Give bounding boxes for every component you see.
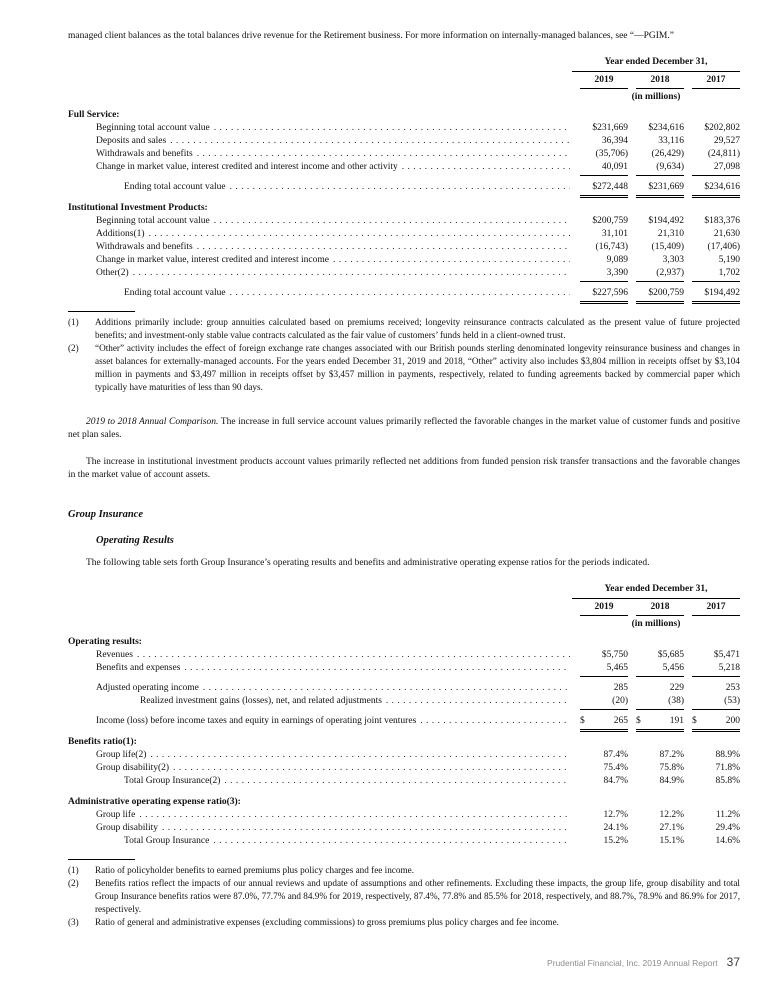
- comparison-paragraph: [68, 416, 740, 442]
- value-2019: 5,465: [580, 662, 628, 677]
- table-row: [68, 835, 740, 848]
- value-2019: $200,759: [592, 216, 628, 226]
- footnote: [68, 877, 740, 916]
- value-2018: 15.1%: [659, 836, 684, 846]
- value-2018: (2,937): [636, 267, 684, 282]
- table-row: [68, 662, 740, 675]
- table-row: [68, 181, 740, 194]
- row-label: Change in market value, interest credited and interest income: [96, 255, 329, 265]
- table-row: [68, 762, 740, 775]
- account-values-table: [68, 56, 740, 394]
- value-2019: [580, 715, 628, 732]
- table2-intro-paragraph: The following table sets forth Group Insurance’s operating results and benefits and administrative operating expense ratios for the periods indicated.: [86, 558, 650, 568]
- table-section: [68, 202, 740, 300]
- row-label: Withdrawals and benefits: [96, 149, 193, 159]
- dot-leader: [184, 662, 570, 675]
- value-2017: 14.6%: [715, 836, 740, 846]
- value-2018: $231,669: [636, 181, 684, 198]
- value-2017: $5,471: [713, 650, 740, 660]
- dot-leader: [214, 122, 570, 135]
- row-label: Group disability(2): [96, 763, 170, 773]
- dot-leader: [420, 715, 570, 728]
- table-header: [572, 583, 740, 631]
- year-column-2019: 2019: [580, 601, 628, 616]
- row-label: Total Group Insurance(2): [124, 776, 221, 786]
- value-2019: (20): [580, 695, 628, 710]
- value-2017: $234,616: [692, 181, 740, 198]
- table-section: [68, 636, 740, 728]
- table-row: [68, 809, 740, 822]
- value-2017: 1,702: [692, 267, 740, 282]
- row-label: Beginning total account value: [96, 123, 210, 133]
- year-column-2018: 2018: [636, 601, 684, 616]
- value-2019: 3,390: [580, 267, 628, 282]
- table-row: [68, 682, 740, 695]
- table-row: [68, 267, 740, 280]
- value-2017: 29.4%: [715, 823, 740, 833]
- table-row: [68, 122, 740, 135]
- table-row: [68, 241, 740, 254]
- value-2018: $234,616: [648, 123, 684, 133]
- value-2019: 75.4%: [603, 763, 628, 773]
- footnote-marker: (2): [68, 878, 79, 888]
- table-row: [68, 287, 740, 300]
- dot-leader: [214, 215, 570, 228]
- value-2019: $272,448: [580, 181, 628, 198]
- value-2019: (16,743): [595, 242, 628, 252]
- year-column-2017: 2017: [692, 74, 740, 89]
- in-millions-label: (in millions): [631, 619, 681, 629]
- value-2019: 31,101: [601, 229, 628, 239]
- row-label: Change in market value, interest credited and interest income and other activity: [96, 162, 398, 172]
- in-millions-label: (in millions): [631, 92, 681, 102]
- footnote: [68, 342, 740, 394]
- value-2017: 88.9%: [715, 750, 740, 760]
- value-2019: 40,091: [580, 161, 628, 176]
- value-2019: 87.4%: [603, 750, 628, 760]
- operating-results-table: [68, 583, 740, 929]
- page-footer: [547, 956, 740, 970]
- value-2017: 5,190: [718, 255, 740, 265]
- value-2017: 253: [725, 683, 740, 693]
- value-2018: (38): [636, 695, 684, 710]
- row-label: Adjusted operating income: [96, 683, 199, 693]
- footnote-rule: [68, 859, 135, 860]
- dot-leader: [213, 835, 570, 848]
- row-label: Additions(1): [96, 229, 145, 239]
- section-heading: Institutional Investment Products:: [68, 203, 208, 213]
- page-number: 37: [726, 955, 740, 969]
- footnote-text: Ratio of general and administrative expenses (excluding commissions) to gross premiums plus policy charges and fee income.: [95, 917, 559, 927]
- value-2017: $194,492: [692, 287, 740, 304]
- table-section: [68, 736, 740, 788]
- value-2017: 5,218: [692, 662, 740, 677]
- footnote-text: “Other” activity includes the effect of foreign exchange rate changes associated with our British pounds sterling denominated longevity reinsurance business and changes in asset balances for externally-managed accounts. For the years ended December 31, 2019 and 2018, “Other” activity also includes $3,804 million in receipts offset by $3,104 million in payments and $3,497 million in receipts offset by $3,457 million in payments, respectively, related to funding agreements backed by commercial paper which typically have maturities of less than 90 days.: [95, 343, 740, 392]
- value-2018: 5,456: [636, 662, 684, 677]
- value-2017: $202,802: [704, 123, 740, 133]
- row-label: Group life(2): [96, 750, 147, 760]
- row-label: Other(2): [96, 268, 129, 278]
- footnote-rule: [68, 311, 135, 312]
- dollar-value: 191: [669, 716, 684, 726]
- value-2019: (35,706): [595, 149, 628, 159]
- continuation-paragraph: managed client balances as the total balances drive revenue for the Retirement business. For more information on internally-managed balances, see “—PGIM.”: [68, 31, 674, 41]
- table-row: [68, 161, 740, 174]
- value-2018: 87.2%: [659, 750, 684, 760]
- table-body: [68, 636, 740, 848]
- table-footnotes: [68, 864, 740, 929]
- value-2017: 71.8%: [715, 763, 740, 773]
- operating-results-heading: Operating Results: [96, 535, 174, 546]
- footnote: [68, 916, 740, 929]
- table-body: [68, 109, 740, 300]
- table-row: [68, 749, 740, 762]
- value-2017: 29,527: [713, 136, 740, 146]
- year-column-2017: 2017: [692, 601, 740, 616]
- row-label: Income (loss) before income taxes and equity in earnings of operating joint ventures: [96, 716, 417, 726]
- value-2018: (26,429): [651, 149, 684, 159]
- footer-text: Prudential Financial, Inc. 2019 Annual Report: [547, 958, 718, 968]
- footnote-marker: (1): [68, 865, 79, 875]
- dollar-value: 200: [725, 716, 740, 726]
- footnote-text: Additions primarily include: group annuities calculated based on premiums received; longevity reinsurance contracts calculated as the present value of future projected benefits; and investment-only stable value contracts calculated as the fair value of customers’ funds held in a client-owned trust.: [95, 317, 740, 340]
- comparison-text: The increase in full service account values primarily reflected the favorable changes in the market value of customer funds and positive net plan sales.: [68, 417, 740, 440]
- value-2018: 27.1%: [659, 823, 684, 833]
- footnote-marker: (3): [68, 917, 79, 927]
- dot-leader: [230, 287, 570, 300]
- value-2019: 36,394: [601, 136, 628, 146]
- value-2018: 33,116: [658, 136, 684, 146]
- year-columns: [572, 601, 740, 616]
- value-2018: 84.9%: [659, 776, 684, 786]
- institutional-paragraph: The increase in institutional investment products account values primarily reflected net additions from funded pension risk transfer transactions and the favorable changes in the market value of account assets.: [68, 457, 740, 480]
- table-row: [68, 254, 740, 267]
- table-row: [68, 228, 740, 241]
- dot-leader: [133, 267, 570, 280]
- table-row: [68, 695, 740, 708]
- footnote-marker: (2): [68, 343, 79, 353]
- value-2018: $200,759: [636, 287, 684, 304]
- table-row: [68, 215, 740, 228]
- table-row: [68, 649, 740, 662]
- row-label: Ending total account value: [124, 182, 226, 192]
- dot-leader: [139, 809, 570, 822]
- dot-leader: [137, 649, 570, 662]
- row-label: Total Group Insurance: [124, 836, 210, 846]
- value-2018: (15,409): [651, 242, 684, 252]
- footnote: [68, 864, 740, 877]
- value-2019: $231,669: [592, 123, 628, 133]
- value-2019: 84.7%: [603, 776, 628, 786]
- value-2019: 15.2%: [603, 836, 628, 846]
- value-2018: $5,685: [657, 650, 684, 660]
- dollar-value: 265: [613, 716, 628, 726]
- value-2017: (24,811): [707, 149, 740, 159]
- table-row: [68, 822, 740, 835]
- dot-leader: [170, 135, 570, 148]
- dot-leader: [173, 762, 570, 775]
- table-row: [68, 148, 740, 161]
- value-2017: (53): [692, 695, 740, 710]
- dot-leader: [386, 695, 570, 708]
- row-label: Ending total account value: [124, 288, 226, 298]
- dot-leader: [224, 775, 570, 788]
- year-columns: [572, 74, 740, 89]
- table-section: [68, 796, 740, 848]
- row-label: Realized investment gains (losses), net, and related adjustments: [140, 696, 382, 706]
- value-2017: (17,406): [707, 242, 740, 252]
- value-2017: 11.2%: [715, 810, 740, 820]
- row-label: Benefits and expenses: [96, 663, 181, 673]
- table-row: [68, 775, 740, 788]
- value-2018: $194,492: [648, 216, 684, 226]
- value-2018: [636, 715, 684, 732]
- row-label: Deposits and sales: [96, 136, 167, 146]
- value-2017: [692, 715, 740, 732]
- dot-leader: [162, 822, 570, 835]
- row-label: Beginning total account value: [96, 216, 210, 226]
- dollar-sign: $: [580, 716, 585, 726]
- table-footnotes: [68, 316, 740, 394]
- value-2018: 12.2%: [659, 810, 684, 820]
- dot-leader: [197, 241, 570, 254]
- footnote-text: Benefits ratios reflect the impacts of our annual reviews and update of assumptions and other refinements. Excluding these impacts, the group life, group disability and total Group Insurance benefits ratios were 87.0%, 77.7% and 84.9% for 2019, respectively, 87.4%, 77.8% and 85.5% for 2018, respectively, and 88.7%, 78.9% and 86.9% for 2017, respectively.: [95, 878, 740, 914]
- section-heading: Administrative operating expense ratio(3):: [68, 797, 241, 807]
- row-label: Group disability: [96, 823, 159, 833]
- dot-leader: [203, 682, 570, 695]
- value-2018: 75.8%: [659, 763, 684, 773]
- value-2019: $5,750: [601, 650, 628, 660]
- dollar-sign: $: [636, 716, 641, 726]
- value-2019: 12.7%: [603, 810, 628, 820]
- dot-leader: [150, 749, 570, 762]
- value-2017: 85.8%: [715, 776, 740, 786]
- dot-leader: [197, 148, 570, 161]
- footnote-text: Ratio of policyholder benefits to earned premiums plus policy charges and fee income.: [95, 865, 415, 875]
- table-row: [68, 135, 740, 148]
- section-heading: Operating results:: [68, 637, 142, 647]
- value-2017: 27,098: [692, 161, 740, 176]
- year-ended-label: Year ended December 31,: [572, 56, 740, 72]
- table-section: [68, 109, 740, 194]
- value-2019: 285: [613, 683, 628, 693]
- row-label: Group life: [96, 810, 136, 820]
- year-column-2018: 2018: [636, 74, 684, 89]
- section-heading: Benefits ratio(1):: [68, 737, 137, 747]
- year-ended-label: Year ended December 31,: [572, 583, 740, 599]
- table-header: [572, 56, 740, 104]
- dot-leader: [333, 254, 570, 267]
- value-2018: 21,310: [657, 229, 684, 239]
- row-label: Revenues: [96, 650, 133, 660]
- value-2017: 21,630: [713, 229, 740, 239]
- value-2018: (9,634): [636, 161, 684, 176]
- value-2017: $183,376: [704, 216, 740, 226]
- value-2019: 9,089: [606, 255, 628, 265]
- comparison-lead: 2019 to 2018 Annual Comparison.: [86, 417, 219, 427]
- dot-leader: [230, 181, 570, 194]
- value-2019: $227,596: [580, 287, 628, 304]
- value-2018: 229: [669, 683, 684, 693]
- value-2019: 24.1%: [603, 823, 628, 833]
- footnote: [68, 316, 740, 342]
- dot-leader: [402, 161, 570, 174]
- value-2018: 3,303: [662, 255, 684, 265]
- footnote-marker: (1): [68, 317, 79, 327]
- year-column-2019: 2019: [580, 74, 628, 89]
- dot-leader: [149, 228, 570, 241]
- group-insurance-heading: Group Insurance: [68, 509, 143, 520]
- section-heading: Full Service:: [68, 110, 120, 120]
- row-label: Withdrawals and benefits: [96, 242, 193, 252]
- table-row: [68, 715, 740, 728]
- dollar-sign: $: [692, 716, 697, 726]
